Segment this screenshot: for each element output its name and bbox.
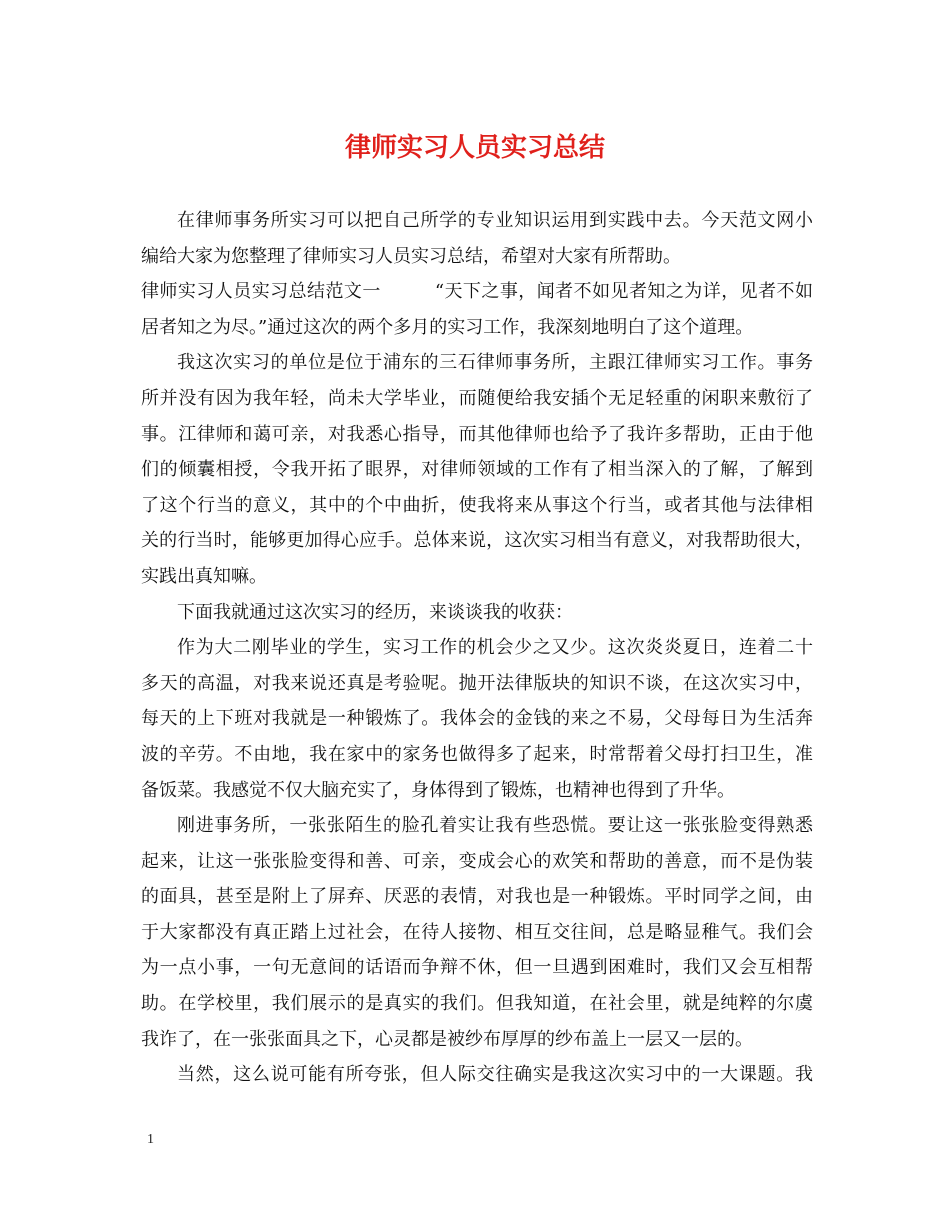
paragraph-line: 的面具，甚至是附上了屏弃、厌恶的表情，对我也是一种锻炼。平时同学之间，由 — [141, 886, 813, 908]
paragraph-line: 事。江律师和蔼可亲，对我悉心指导，而其他律师也给予了我许多帮助，正由于他 — [141, 423, 813, 445]
paragraph-line: 起来，让这一张张脸变得和善、可亲，变成会心的欢笑和帮助的善意，而不是伪装 — [141, 850, 813, 872]
paragraph-line: 每天的上下班对我就是一种锻炼了。我体会的金钱的来之不易，父母每日为生活奔 — [141, 708, 813, 730]
paragraph-line: 助。在学校里，我们展示的是真实的我们。但我知道，在社会里，就是纯粹的尔虞 — [141, 993, 813, 1015]
paragraph-line: 在律师事务所实习可以把自己所学的专业知识运用到实践中去。今天范文网小 — [177, 210, 813, 231]
paragraph-line: 当然，这么说可能有所夸张，但人际交往确实是我这次实习中的一大课题。我 — [177, 1064, 813, 1086]
paragraph-line: 们的倾囊相授，令我开拓了眼界，对律师领域的工作有了相当深入的了解，了解到 — [141, 459, 813, 481]
paragraph-line: 我这次实习的单位是位于浦东的三石律师事务所，主跟江律师实习工作。事务 — [177, 352, 813, 374]
paragraph-line: 编给大家为您整理了律师实习人员实习总结，希望对大家有所帮助。 — [141, 245, 681, 267]
document-title: 律师实习人员实习总结 — [344, 133, 605, 163]
paragraph-line: 备饭菜。我感觉不仅大脑充实了，身体得到了锻炼，也精神也得到了升华。 — [141, 779, 735, 801]
section-heading: 律师实习人员实习总结范文一 — [141, 281, 381, 303]
paragraph-line: 为一点小事，一句无意间的话语而争辩不休，但一旦遇到困难时，我们又会互相帮 — [141, 957, 813, 979]
paragraph-line: 波的辛劳。不由地，我在家中的家务也做得多了起来，时常帮着父母打扫卫生，准 — [141, 743, 813, 765]
page-number: 1 — [147, 1132, 154, 1147]
paragraph-line — [141, 274, 813, 310]
paragraph-line: 实践出真知嘛。 — [141, 565, 267, 587]
paragraph-line: 下面我就通过这次实习的经历，来谈谈我的收获： — [177, 601, 573, 623]
quote-text: “天下之事，闻者不如见者知之为详，见者不如 — [434, 281, 813, 303]
paragraph-line: 多天的高温，对我来说还真是考验呢。抛开法律版块的知识不谈，在这次实习中， — [141, 672, 813, 694]
paragraph-line: 关的行当时，能够更加得心应手。总体来说，这次实习相当有意义，对我帮助很大， — [141, 530, 813, 552]
paragraph-line: 居者知之为尽。”通过这次的两个多月的实习工作，我深刻地明白了这个道理。 — [141, 316, 754, 338]
document-body — [141, 203, 813, 1093]
paragraph-line: 了这个行当的意义，其中的个中曲折，使我将来从事这个行当，或者其他与法律相 — [141, 494, 813, 516]
paragraph-line: 我诈了，在一张张面具之下，心灵都是被纱布厚厚的纱布盖上一层又一层的。 — [141, 1028, 753, 1050]
paragraph-line: 刚进事务所，一张张陌生的脸孔着实让我有些恐慌。要让这一张张脸变得熟悉 — [177, 815, 813, 837]
paragraph-line: 于大家都没有真正踏上过社会，在待人接物、相互交往间，总是略显稚气。我们会 — [141, 921, 813, 943]
paragraph-line: 所并没有因为我年轻，尚未大学毕业，而随便给我安插个无足轻重的闲职来敷衍了 — [141, 387, 813, 409]
paragraph-line: 作为大二刚毕业的学生，实习工作的机会少之又少。这次炎炎夏日，连着二十 — [177, 637, 813, 659]
